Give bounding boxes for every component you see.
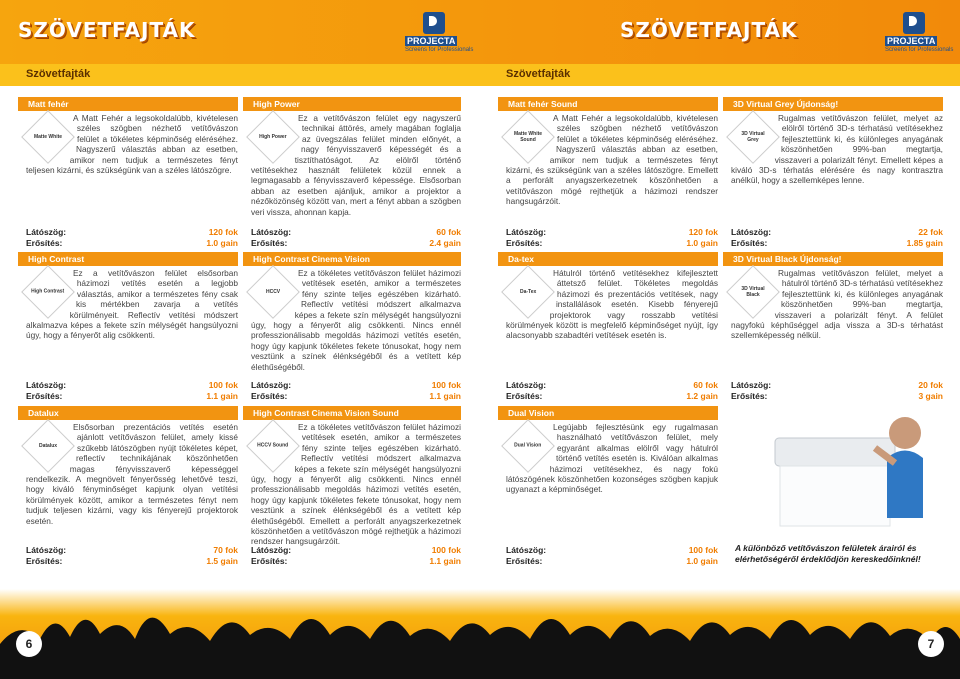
badge-label: Matte White bbox=[33, 134, 63, 140]
category-header: Matt fehér Sound bbox=[498, 97, 718, 111]
view-angle-label: Látószög: bbox=[26, 545, 67, 555]
view-angle-label: Látószög: bbox=[251, 380, 292, 390]
view-angle-label: Látószög: bbox=[506, 380, 547, 390]
view-angle-value: 60 fok bbox=[693, 380, 718, 390]
category-header: High Contrast bbox=[18, 252, 238, 266]
logo-brand: PROJECTA bbox=[407, 36, 456, 46]
product-description bbox=[506, 422, 718, 495]
category-header: 3D Virtual Black Újdonság! bbox=[723, 252, 943, 266]
gain-label: Erősítés: bbox=[506, 555, 543, 566]
description-text: Ez a tökéletes vetítővászon felület házimozi vetítések esetén, amikor a természetes fény szinte teljes egészében kizárható. Reflectív vetítési módszert alkalmazva képes a fekete szín mélységét hangsúlyozni úgy, hogy a fényerőt alig csökkenti. Nincs ennél professzionálisabb megoldás házimozi vetítés esetén, hogy úgy kapjunk tökéletes fekete tónusokat, hogy nem vesztünk a színek élénkségéből és a vetített kép élethűségéből. bbox=[251, 268, 461, 372]
description-text: Elsősorban prezentációs vetítés esetén ajánlott vetítővászon felület, amely kissé szűkebb látószögben nyújt tökéletes képet, reflectív technikájának köszönhetően magas fényvisszaverő képességgel rendelkezik. A megnövelt fényerősség lehetővé teszi, hogy kiváló fényminőséget kapjunk olyan vetítési körülmények között, amikor a természetes fényt nem tudjuk teljesen kizárni, vagy kis fényerejű projektorok esetén. bbox=[26, 422, 238, 526]
product-badge bbox=[26, 270, 70, 314]
view-angle-label: Látószög: bbox=[26, 227, 67, 237]
gain-value: 1.1 gain bbox=[206, 390, 238, 401]
page-number-right: 7 bbox=[918, 631, 944, 657]
category-header: 3D Virtual Grey Újdonság! bbox=[723, 97, 943, 111]
page-number-left: 6 bbox=[16, 631, 42, 657]
page-title-right: SZÖVETFAJTÁK bbox=[620, 18, 798, 42]
category-header: Datalux bbox=[18, 406, 238, 420]
product-specs bbox=[251, 227, 461, 249]
view-angle-label: Látószög: bbox=[506, 545, 547, 555]
view-angle-value: 100 fok bbox=[208, 380, 238, 390]
description-text: Hátulról történő vetítésekhez kifejlesztett áttetsző felület. Tökéletes megoldás házimozi és prezentációs vetítések, nagy installálások esetén. Kisebb fényerejű projektorok vagy rosszabb vetítési körülmények között is megfelelő képminőséget nyújt, így alacsonyabb szabadtéri vetítések esetén is. bbox=[506, 268, 718, 341]
badge-label: HCCV Sound bbox=[257, 442, 289, 449]
badge-label: HCCV bbox=[265, 288, 281, 295]
logo-brand: PROJECTA bbox=[887, 36, 936, 46]
badge-label: 3D Virtual Grey bbox=[741, 131, 765, 143]
product-badge bbox=[731, 270, 775, 314]
promo-text: A különböző vetítővászon felületek árairól és elérhetőségéről érdeklődjön kereskedőinknél! bbox=[735, 543, 921, 564]
gain-value: 1.0 gain bbox=[686, 555, 718, 566]
projecta-logo-icon bbox=[423, 12, 445, 34]
product-badge bbox=[506, 424, 550, 468]
view-angle-value: 100 fok bbox=[688, 545, 718, 555]
view-angle-value: 22 fok bbox=[918, 227, 943, 237]
section-subtitle-right: Szövetfajták bbox=[480, 64, 960, 86]
product-description bbox=[251, 422, 461, 547]
section-subtitle-left: Szövetfajták bbox=[0, 64, 480, 86]
page-title-left: SZÖVETFAJTÁK bbox=[18, 18, 196, 42]
gain-value: 3 gain bbox=[918, 390, 943, 401]
product-specs bbox=[26, 380, 238, 402]
crowd-footer bbox=[0, 589, 960, 679]
product-specs bbox=[506, 380, 718, 402]
gain-value: 1.2 gain bbox=[686, 390, 718, 401]
product-description bbox=[731, 268, 943, 341]
product-description bbox=[26, 113, 238, 175]
view-angle-label: Látószög: bbox=[731, 380, 772, 390]
view-angle-label: Látószög: bbox=[251, 227, 292, 237]
view-angle-value: 60 fok bbox=[436, 227, 461, 237]
gain-label: Erősítés: bbox=[731, 237, 768, 248]
category-header: Dual Vision bbox=[498, 406, 718, 420]
badge-label: Dual Vision bbox=[514, 442, 542, 449]
gain-value: 1.1 gain bbox=[429, 390, 461, 401]
category-header: High Contrast Cinema Vision bbox=[243, 252, 461, 266]
badge-label: Matte White Sound bbox=[513, 131, 543, 143]
view-angle-value: 20 fok bbox=[918, 380, 943, 390]
gain-value: 1.1 gain bbox=[429, 555, 461, 566]
product-specs bbox=[251, 380, 461, 402]
product-badge bbox=[26, 424, 70, 468]
description-text: Rugalmas vetítővászon felület, melyet az elölről történő 3D-s térhatású vetítésekhez fejlesztettünk ki, és különleges anyagának köszönhetően 99%-ban megtartja, visszaveri a polarizált fényt. Emellett képes a kiváló 3D-s térhatás elérésére és nagy kontrasztra anélkül, hogy a szellemképes lenne. bbox=[731, 113, 943, 186]
product-specs bbox=[251, 545, 461, 567]
product-photo bbox=[755, 398, 945, 538]
gain-label: Erősítés: bbox=[26, 555, 63, 566]
description-text: A Matt Fehér a legsokoldalúbb, kivételesen széles szögben nézhető vetítővászon felület a tökéletes képminőség eléréséhez. Nagyszerű választás abban az esetben, amikor nem tudjuk a természetes fényt teljesen kizárni, és szükségünk van a széles látószögre. bbox=[26, 113, 238, 176]
category-header: Matt fehér bbox=[18, 97, 238, 111]
projecta-logo-icon bbox=[903, 12, 925, 34]
logo-tagline: Screens for Professionals bbox=[405, 47, 474, 53]
gain-label: Erősítés: bbox=[506, 390, 543, 401]
product-specs bbox=[506, 545, 718, 567]
product-specs bbox=[731, 227, 943, 249]
category-header: High Contrast Cinema Vision Sound bbox=[243, 406, 461, 420]
product-badge bbox=[506, 115, 550, 159]
gain-value: 2.4 gain bbox=[429, 237, 461, 248]
logo-tagline: Screens for Professionals bbox=[885, 47, 954, 53]
gain-label: Erősítés: bbox=[506, 237, 543, 248]
gain-label: Erősítés: bbox=[26, 237, 63, 248]
product-description bbox=[26, 268, 238, 341]
description-text: Rugalmas vetítővászon felület, melyet a hátulról történő 3D-s térhatású vetítésekhez fejlesztettünk ki, és különleges anyagának köszönhetően 99%-ban megtartja, visszaveri a polarizált fényt. A felület nagyfokú képhűséggel adja vissza a 3D-s térhatást szellemképesség nélkül. bbox=[731, 268, 943, 341]
product-badge bbox=[506, 270, 550, 314]
gain-value: 1.5 gain bbox=[206, 555, 238, 566]
product-description bbox=[731, 113, 943, 186]
view-angle-value: 120 fok bbox=[688, 227, 718, 237]
description-text: Legújabb fejlesztésünk egy rugalmasan használható vetítővászon felület, mely egyaránt alkalmas elölről vagy hátulról történő vetítés esetén is. Kiválóan alkalmas házimozi vetítésekhez, és nagy fokú látószögének köszönhetően kozonséges szögben kapjuk ugyanazt a képminőséget. bbox=[506, 422, 718, 495]
gain-label: Erősítés: bbox=[251, 555, 288, 566]
product-description bbox=[26, 422, 238, 526]
product-specs bbox=[506, 227, 718, 249]
description-text: Ez a vetítővászon felület egy nagyszerű technikai áttörés, amely magában foglalja az üvegszálas felület minden előnyét, a nagy fényvisszaverő képességét és a tisztíthatóságot. Az elölről történő vetítésekhez használt felületek közül ennek a legmagasabb a fényvisszaverő képessége. Elsősorban abban az esetben ajánljuk, amikor a projektor a nézőközönség között van, mert a fényt abban a szögben veri vissza, ahonnan kapja. bbox=[251, 113, 461, 217]
product-badge bbox=[251, 270, 295, 314]
category-header: High Power bbox=[243, 97, 461, 111]
gain-label: Erősítés: bbox=[26, 390, 63, 401]
gain-label: Erősítés: bbox=[251, 390, 288, 401]
description-text: Ez a tökéletes vetítővászon felület házimozi vetítések esetén, amikor a természetes fény szinte teljes egészében kizárható. Reflectív vetítési módszert alkalmazva képes a fekete szín mélységét hangsúlyozni úgy, hogy a fényerőt alig csökkenti. Nincs ennél professzionálisabb megoldás házimozi vetítés esetén, hogy úgy kapjunk tökéletes fekete tónusokat, hogy nem vesztünk a színek élénkségéből és a vetített kép élethűségéből. Emellett a perforált anyagszerkezetnek köszönhetően a vetítővászon mögé rejthetjük a házimozi rendszer hangsugárzóit. bbox=[251, 422, 461, 547]
product-badge bbox=[251, 115, 295, 159]
view-angle-value: 100 fok bbox=[431, 545, 461, 555]
gain-value: 1.85 gain bbox=[906, 237, 943, 248]
view-angle-label: Látószög: bbox=[251, 545, 292, 555]
gain-value: 1.0 gain bbox=[686, 237, 718, 248]
view-angle-value: 70 fok bbox=[213, 545, 238, 555]
badge-label: High Power bbox=[259, 133, 287, 140]
description-text: Ez a vetítővászon felület elsősorban házimozi vetítés esetén a legjobb választás, amikor a természetes fény csak kis mértékben zavarja a vetítés körülményeit. Reflectív vetítési módszert alkalmazva képes a fekete szín mélységét hangsúlyozni úgy, hogy a fényerőt alig csökkenti. bbox=[26, 268, 238, 341]
projecta-logo-left bbox=[405, 12, 475, 54]
badge-label: 3D Virtual Black bbox=[741, 286, 765, 298]
category-header: Da-tex bbox=[498, 252, 718, 266]
view-angle-label: Látószög: bbox=[26, 380, 67, 390]
gain-label: Erősítés: bbox=[251, 237, 288, 248]
product-specs bbox=[26, 545, 238, 567]
badge-label: Da-Tex bbox=[519, 289, 537, 295]
description-text: A Matt Fehér a legsokoldalúbb, kivételesen széles szögben nézhető vetítővászon felület a tökéletes képminőség eléréséhez. Nagyszerű választás abban az esetben, amikor nem tudjuk a természetes fényt kizárni, és szükségünk van a széles látószögre. Emellett a perforált anyagszerkezetnek köszönhetően a vetítővászon mögé rejthetjük a házimozi rendszer hangsugárzóit. bbox=[506, 113, 718, 207]
product-description bbox=[506, 268, 718, 341]
projecta-logo-right bbox=[885, 12, 955, 54]
gain-label: Erősítés: bbox=[731, 390, 768, 401]
badge-label: High Contrast bbox=[31, 289, 65, 295]
view-angle-value: 100 fok bbox=[431, 380, 461, 390]
gain-value: 1.0 gain bbox=[206, 237, 238, 248]
product-badge bbox=[731, 115, 775, 159]
view-angle-value: 120 fok bbox=[208, 227, 238, 237]
product-description bbox=[251, 268, 461, 372]
product-description bbox=[506, 113, 718, 207]
badge-label: Datalux bbox=[38, 443, 58, 449]
product-badge bbox=[26, 115, 70, 159]
product-description bbox=[251, 113, 461, 217]
product-badge bbox=[251, 424, 295, 468]
product-specs bbox=[26, 227, 238, 249]
view-angle-label: Látószög: bbox=[506, 227, 547, 237]
view-angle-label: Látószög: bbox=[731, 227, 772, 237]
